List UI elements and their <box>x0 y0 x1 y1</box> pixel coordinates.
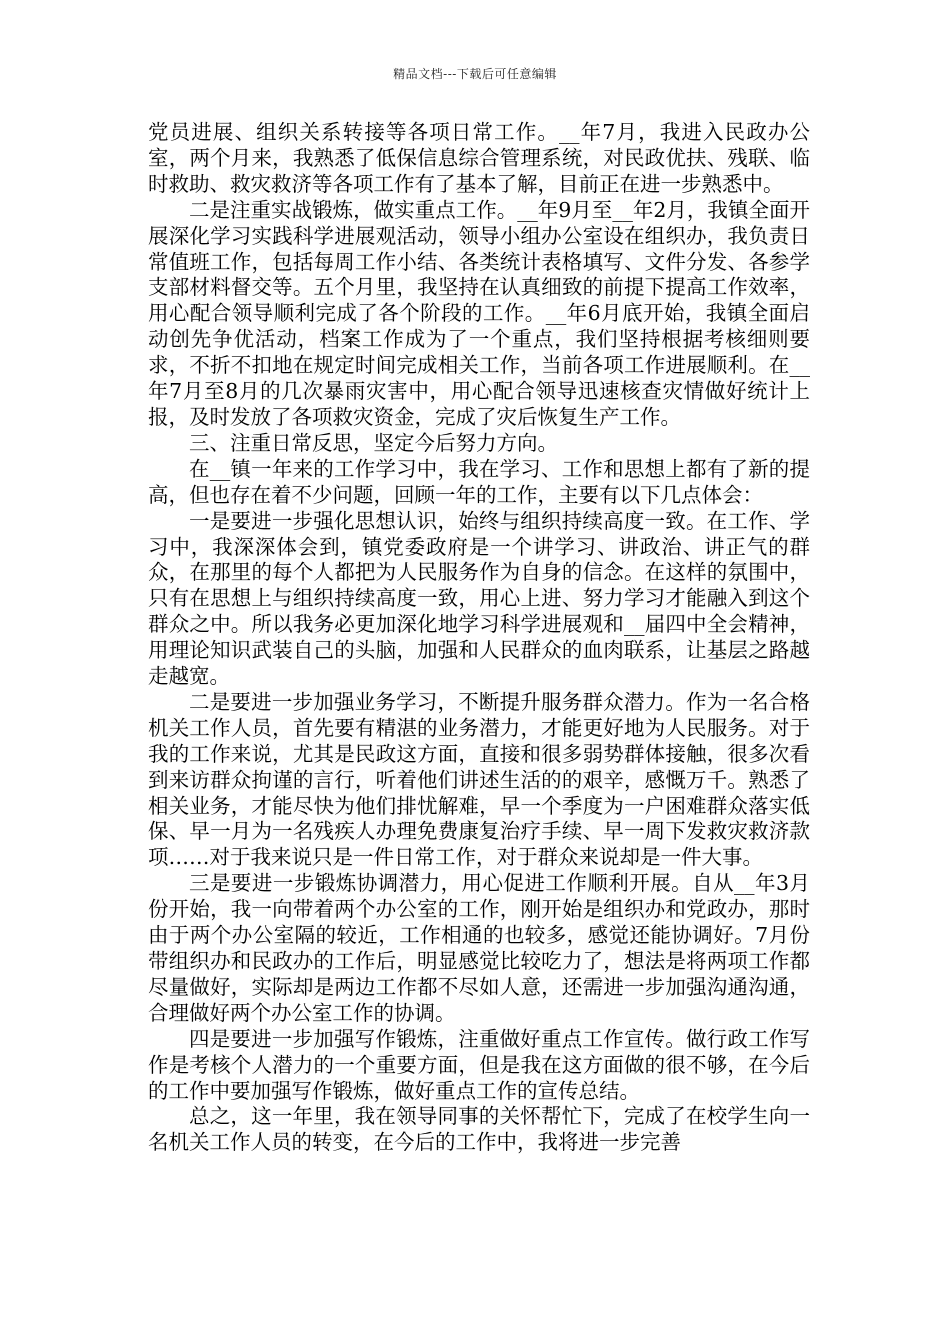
paragraph: 总之，这一年里，我在领导同事的关怀帮忙下，完成了在校学生向一名机关工作人员的转变，在今后的工作中，我将进一步完善 <box>148 1104 810 1155</box>
section-heading: 三、注重日常反思，坚定今后努力方向。 <box>189 430 558 455</box>
paragraph-continued: 党员进展、组织关系转接等各项日常工作。__年7月，我进入民政办公室，两个月来，我熟悉了低保信息综合管理系统，对民政优扶、残联、临时救助、救灾救济等各项工作有了基本了解，目前正在进一步熟悉中。 <box>148 120 810 196</box>
paragraph: 在__镇一年来的工作学习中，我在学习、工作和思想上都有了新的提高，但也存在着不少问题，回顾一年的工作，主要有以下几点体会： <box>148 456 810 507</box>
paragraph: 一是要进一步强化思想认识，始终与组织持续高度一致。在工作、学习中，我深深体会到，镇党委政府是一个讲学习、讲政治、讲正气的群众，在那里的每个人都把为人民服务作为自身的信念。在这样的氛围中，只有在思想上与组织持续高度一致，用心上进、努力学习才能融入到这个群众之中。所以我务必更加深化地学习科学进展观和__届四中全会精神，用理论知识武装自己的头脑，加强和人民群众的血肉联系，让基层之路越走越宽。 <box>148 508 810 689</box>
paragraph: 二是要进一步加强业务学习，不断提升服务群众潜力。作为一名合格机关工作人员，首先要有精湛的业务潜力，才能更好地为人民服务。对于我的工作来说，尤其是民政这方面，直接和很多弱势群体接触，很多次看到来访群众拘谨的言行，听着他们讲述生活的的艰辛，感慨万千。熟悉了相关业务，才能尽快为他们排忧解难，早一个季度为一户困难群众落实低保、早一月为一名残疾人办理免费康复治疗手续、早一周下发救灾救济款项……对于我来说只是一件日常工作，对于群众来说却是一件大事。 <box>148 689 810 870</box>
paragraph: 二是注重实战锻炼，做实重点工作。__年9月至__年2月，我镇全面开展深化学习实践科学进展观活动，领导小组办公室设在组织办，我负责日常值班工作，包括每周工作小结、各类统计表格填写、文件分发、各参学支部材料督交等。五个月里，我坚持在认真细致的前提下提高工作效率，用心配合领导顺利完成了各个阶段的工作。__年6月底开始，我镇全面启动创先争优活动，档案工作成为了一个重点，我们坚持根据考核细则要求，不折不扣地在规定时间完成相关工作，当前各项工作进展顺利。在__年7月至8月的几次暴雨灾害中，用心配合领导迅速核查灾情做好统计上报，及时发放了各项救灾资金，完成了灾后恢复生产工作。 <box>148 197 810 429</box>
page-header: 精品文档---下载后可任意编辑 <box>393 67 557 81</box>
paragraph: 四是要进一步加强写作锻炼，注重做好重点工作宣传。做行政工作写作是考核个人潜力的一个重要方面，但是我在这方面做的很不够，在今后的工作中要加强写作锻炼，做好重点工作的宣传总结。 <box>148 1026 810 1103</box>
document-body <box>148 120 810 1156</box>
paragraph: 三是要进一步锻炼协调潜力，用心促进工作顺利开展。自从__年3月份开始，我一向带着两个办公室的工作，刚开始是组织办和党政办，那时由于两个办公室隔的较近，工作相通的也较多，感觉还能协调好。7月份带组织办和民政办的工作后，明显感觉比较吃力了，想法是将两项工作都尽量做好，实际却是两边工作都不尽如人意，还需进一步加强沟通沟通，合理做好两个办公室工作的协调。 <box>148 871 810 1025</box>
